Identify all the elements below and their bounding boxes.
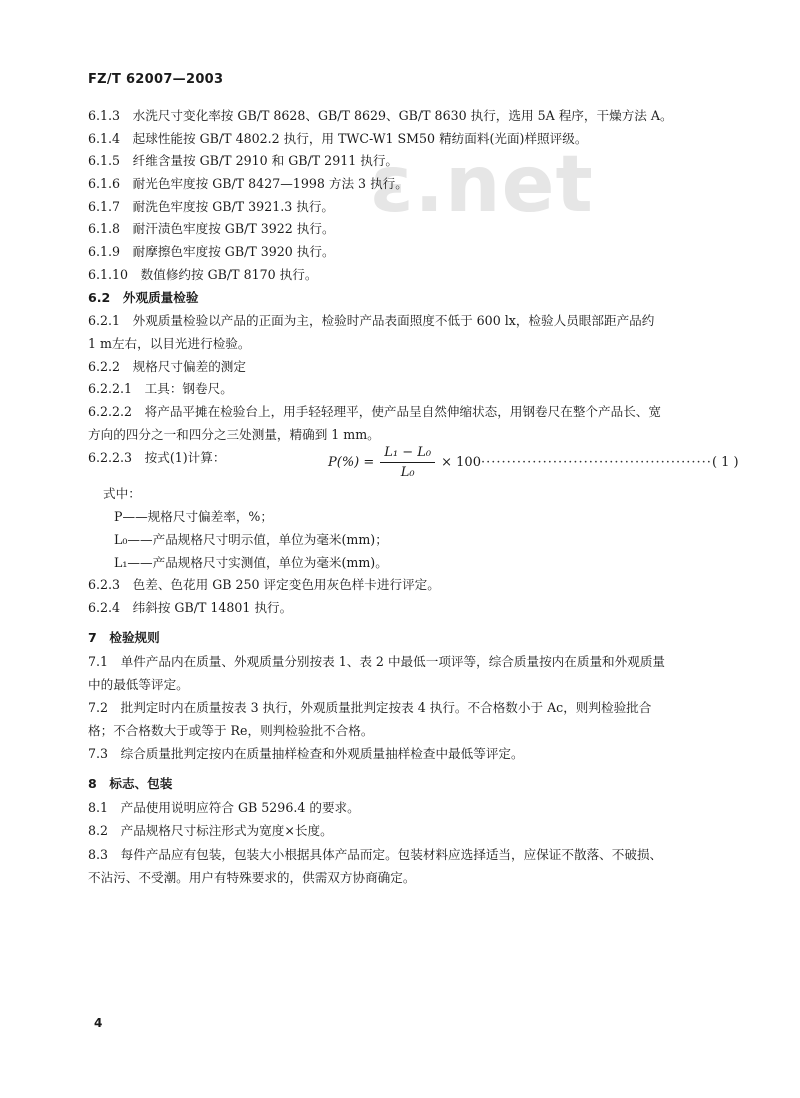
text-line: 6.2.2 规格尺寸偏差的测定 (88, 359, 246, 374)
text-line: 6.1.9 耐摩擦色牢度按 GB/T 3920 执行。 (88, 244, 335, 259)
text-line: 6.1.4 起球性能按 GB/T 4802.2 执行，用 TWC-W1 SM50 精纺面料(光面)样照评级。 (88, 131, 588, 146)
text-line: 6.1.3 水洗尺寸变化率按 GB/T 8628、GB/T 8629、GB/T 8630 执行，选用 5A 程序，干燥方法 A。 (88, 108, 673, 123)
section-heading: 6.2 外观质量检验 (88, 290, 199, 305)
text-line: 8.1 产品使用说明应符合 GB 5296.4 的要求。 (88, 800, 360, 815)
text-line: P——规格尺寸偏差率，%； (114, 509, 273, 524)
section-heading: 8 标志、包装 (88, 776, 173, 791)
formula-numerator: L₁ − L₀ (380, 445, 435, 463)
text-line: 7.1 单件产品内在质量、外观质量分别按表 1、表 2 中最低一项评等，综合质量按内在质量和外观质量 (88, 654, 666, 669)
text-line: 式中： (103, 486, 141, 501)
formula-fraction (380, 445, 435, 480)
text-line: 格；不合格数大于或等于 Re，则判检验批不合格。 (88, 723, 374, 738)
section-heading: 7 检验规则 (88, 630, 160, 645)
text-line: 中的最低等评定。 (88, 677, 189, 692)
text-line: L₀——产品规格尺寸明示值，单位为毫米(mm)； (114, 532, 388, 547)
formula-number: ( 1 ) (711, 454, 739, 470)
text-line: 6.2.2.1 工具：钢卷尺。 (88, 381, 233, 396)
text-line: 8.3 每件产品应有包装，包装大小根据具体产品而定。包装材料应选择适当，应保证不散落、不破损、 (88, 847, 663, 862)
text-line: 6.2.2.2 将产品平摊在检验台上，用手轻轻理平，使产品呈自然伸缩状态，用钢卷尺在整个产品长、宽 (88, 404, 661, 419)
formula-leader: ············································· (480, 454, 712, 470)
text-line: 6.1.6 耐光色牢度按 GB/T 8427—1998 方法 3 执行。 (88, 176, 408, 191)
text-line: 6.2.1 外观质量检验以产品的正面为主，检验时产品表面照度不低于 600 lx，检验人员眼部距产品约 (88, 313, 655, 328)
text-line: 7.3 综合质量批判定按内在质量抽样检查和外观质量抽样检查中最低等评定。 (88, 746, 524, 761)
text-line: 8.2 产品规格尺寸标注形式为宽度×长度。 (88, 823, 333, 838)
text-line: 不沾污、不受潮。用户有特殊要求的，供需双方协商确定。 (88, 870, 416, 885)
formula-1 (328, 440, 739, 484)
watermark: ε.net (370, 140, 594, 230)
formula-multiplier: × 100 (441, 454, 481, 470)
text-line: 6.1.8 耐汗渍色牢度按 GB/T 3922 执行。 (88, 221, 335, 236)
formula-denominator: L₀ (400, 464, 415, 480)
text-line: 6.1.10 数值修约按 GB/T 8170 执行。 (88, 267, 318, 282)
page-number: 4 (94, 1016, 103, 1030)
text-line: 1 m左右，以目光进行检验。 (88, 336, 251, 351)
text-line: 6.2.3 色差、色花用 GB 250 评定变色用灰色样卡进行评定。 (88, 577, 440, 592)
text-line: 7.2 批判定时内在质量按表 3 执行，外观质量批判定按表 4 执行。不合格数小于 Ac，则判检验批合 (88, 700, 652, 715)
text-line: 6.1.7 耐洗色牢度按 GB/T 3921.3 执行。 (88, 199, 335, 214)
text-line: L₁——产品规格尺寸实测值，单位为毫米(mm)。 (114, 555, 388, 570)
text-line: 6.2.4 纬斜按 GB/T 14801 执行。 (88, 600, 293, 615)
text-line: 6.1.5 纤维含量按 GB/T 2910 和 GB/T 2911 执行。 (88, 153, 399, 168)
text-line: 方向的四分之一和四分之三处测量，精确到 1 mm。 (88, 427, 380, 442)
document-code: FZ/T 62007—2003 (88, 72, 224, 87)
text-line: 6.2.2.3 按式(1)计算： (88, 450, 226, 465)
formula-lhs: P(%) = (328, 454, 375, 470)
